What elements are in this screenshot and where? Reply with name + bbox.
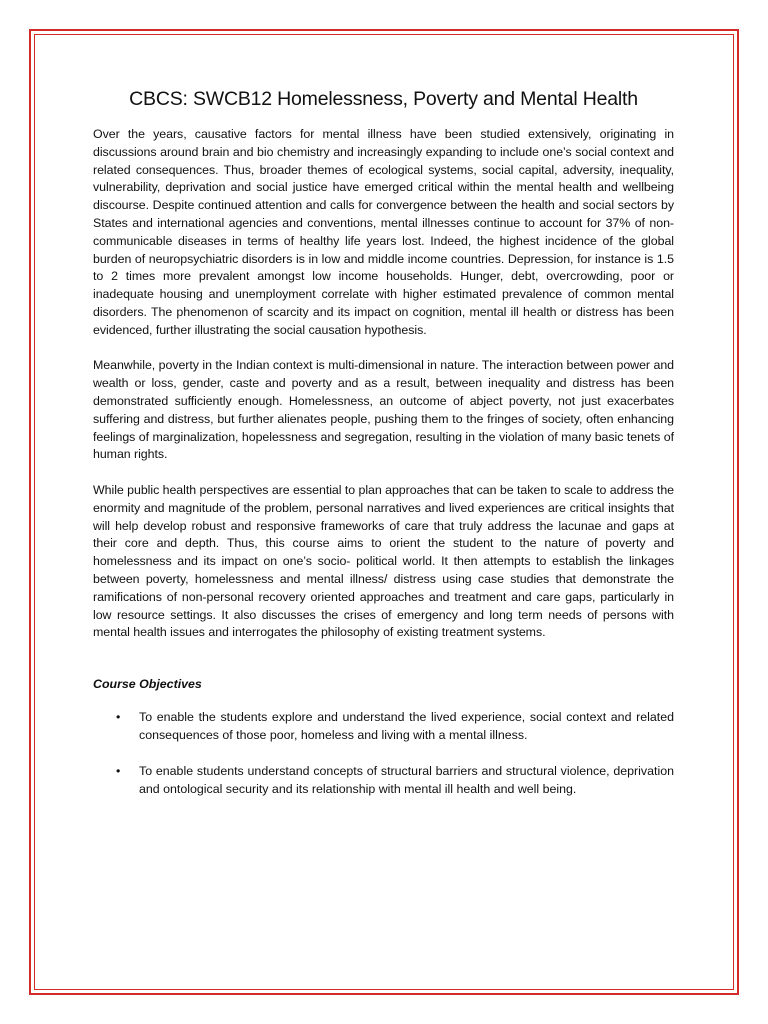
course-objectives-heading: Course Objectives	[93, 677, 202, 692]
paragraph-poverty: Meanwhile, poverty in the Indian context is multi-dimensional in nature. The interaction between power and wealth or loss, gender, caste and poverty and as a result, between inequality and distress has been demonstrated sufficiently enough. Homelessness, an outcome of abject poverty, not just exacerbates suffering and distress, but further alienates people, pushing them to the fringes of society, often enhancing feelings of marginalization, hopelessness and segregation, resulting in the violation of many basic tenets of human rights.	[93, 358, 674, 462]
document-content	[93, 88, 674, 816]
list-item	[93, 762, 674, 798]
paragraph-intro: Over the years, causative factors for mental illness have been studied extensively, originating in discussions around brain and bio chemistry and increasingly expanding to include one’s social context and related consequences. Thus, broader themes of ecological systems, social capital, adversity, inequality, vulnerability, deprivation and social justice have emerged critical within the mental health and wellbeing discourse. Despite continued attention and calls for convergence between the health and social sectors by States and international agencies and conventions, mental illnesses continue to account for 37% of non- communicable diseases in terms of healthy life years lost. Indeed, the highest incidence of the global burden of neuropsychiatric disorders is in low and middle income countries. Depression, for instance is 1.5 to 2 times more prevalent amongst low income households. Hunger, debt, overcrowding, poor or inadequate housing and unemployment correlate with higher estimated prevalence of common mental disorders. The phenomenon of scarcity and its impact on cognition, mental ill health or distress has been evidenced, further illustrating the social causation hypothesis.	[93, 127, 674, 337]
paragraph-public-health: While public health perspectives are essential to plan approaches that can be taken to scale to address the enormity and magnitude of the problem, personal narratives and lived experiences are critical insights that will help develop robust and responsive frameworks of care that truly address the lacunae and gaps at their core and depth. Thus, this course aims to orient the student to the nature of poverty and homelessness and its impact on one’s socio- political world. It then attempts to establish the linkages between poverty, homelessness and mental illness/ distress using case studies that demonstrate the ramifications of non-personal recovery oriented approaches and treatment and care gaps, particularly in low resource settings. It also discusses the crises of emergency and long term needs of persons with mental health issues and interrogates the philosophy of existing treatment systems.	[93, 482, 674, 640]
bullet-icon: •	[116, 710, 121, 725]
bullet-icon: •	[116, 764, 121, 779]
objective-text: To enable the students explore and understand the lived experience, social context and related consequences of those poor, homeless and living with a mental illness.	[139, 710, 674, 743]
page-title: CBCS: SWCB12 Homelessness, Poverty and Mental Health	[129, 88, 638, 110]
list-item	[93, 708, 674, 744]
objective-text: To enable students understand concepts of structural barriers and structural violence, deprivation and ontological security and its relationship with mental ill health and well being.	[139, 764, 674, 797]
objectives-list	[93, 708, 674, 798]
